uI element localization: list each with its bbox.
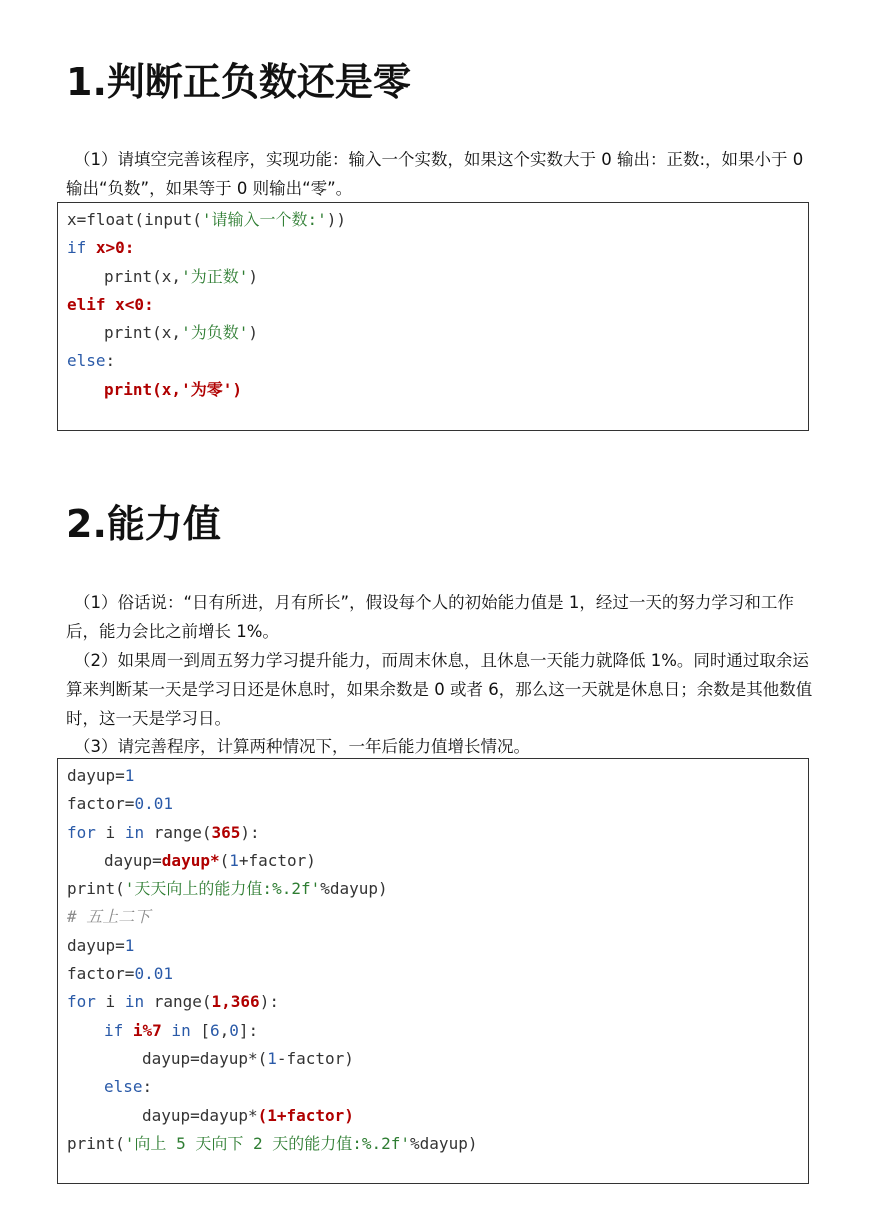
code-line: dayup=dayup*(1+factor) (142, 1105, 354, 1125)
code-line: print('向上 5 天向下 2 天的能力值:%.2f'%dayup) (67, 1133, 478, 1153)
code-line: else: (104, 1077, 153, 1097)
section2-code-box (57, 758, 809, 1184)
section1-paragraph: （1）请填空完善该程序，实现功能：输入一个实数，如果这个实数大于 0 输出：正数:，如果小于 0 输出“负数”，如果等于 0 则输出“零”。 (66, 150, 804, 198)
code-line: factor=0.01 (67, 964, 173, 984)
fill-blank-answer: 1,366 (211, 992, 260, 1012)
code-line: if x>0: (67, 238, 135, 258)
fill-blank-answer: print(x,'为零') (104, 379, 242, 399)
code-line: dayup=1 (67, 766, 135, 785)
code-line: for i in range(365): (67, 822, 260, 842)
code-line (67, 291, 799, 319)
fill-blank-answer: i%7 (123, 1020, 162, 1040)
code-line: print(x,'为负数') (104, 323, 258, 343)
code-line (67, 376, 799, 404)
code-line: dayup=dayup*(1+factor) (104, 850, 316, 870)
code-line: print(x,'为正数') (104, 266, 258, 286)
fill-blank-answer: 365 (211, 822, 241, 842)
code-line: factor=0.01 (67, 794, 173, 814)
code-line: x=float(input('请输入一个数:')) (67, 210, 347, 229)
fill-blank-answer: (1+factor) (257, 1105, 354, 1125)
section2-paragraph-1: （1）俗话说：“日有所进，月有所长”，假设每个人的初始能力值是 1，经过一天的努力学习和工作后，能力会比之前增长 1%。 (66, 593, 794, 641)
code-line: dayup=dayup*(1-factor) (142, 1048, 354, 1068)
code-line: if i%7 in [6,0]: (104, 1020, 259, 1040)
code-line: dayup=1 (67, 935, 135, 955)
fill-blank-answer: dayup* (161, 850, 220, 870)
section2-paragraph-3: （3）请完善程序，计算两种情况下，一年后能力值增长情况。 (74, 737, 530, 756)
section1-title: 1.判断正负数还是零 (66, 60, 411, 104)
fill-blank-answer: elif x<0: (67, 294, 154, 314)
code-line: else: (67, 351, 116, 371)
code-comment: # 五上二下 (67, 907, 151, 927)
fill-blank-answer: x>0: (95, 238, 135, 258)
section2-paragraph-2: （2）如果周一到周五努力学习提升能力，而周末休息，且休息一天能力就降低 1%。同时通过取余运算来判断某一天是学习日还是休息时，如果余数是 0 或者 6，那么这一天就是休息日；余数是其他数值时，这一天是学习日。 (66, 651, 813, 728)
section1-code-box (57, 202, 809, 431)
code-line: print('天天向上的能力值:%.2f'%dayup) (67, 879, 388, 899)
section2-title: 2.能力值 (66, 502, 221, 546)
code-line: for i in range(1,366): (67, 992, 279, 1012)
